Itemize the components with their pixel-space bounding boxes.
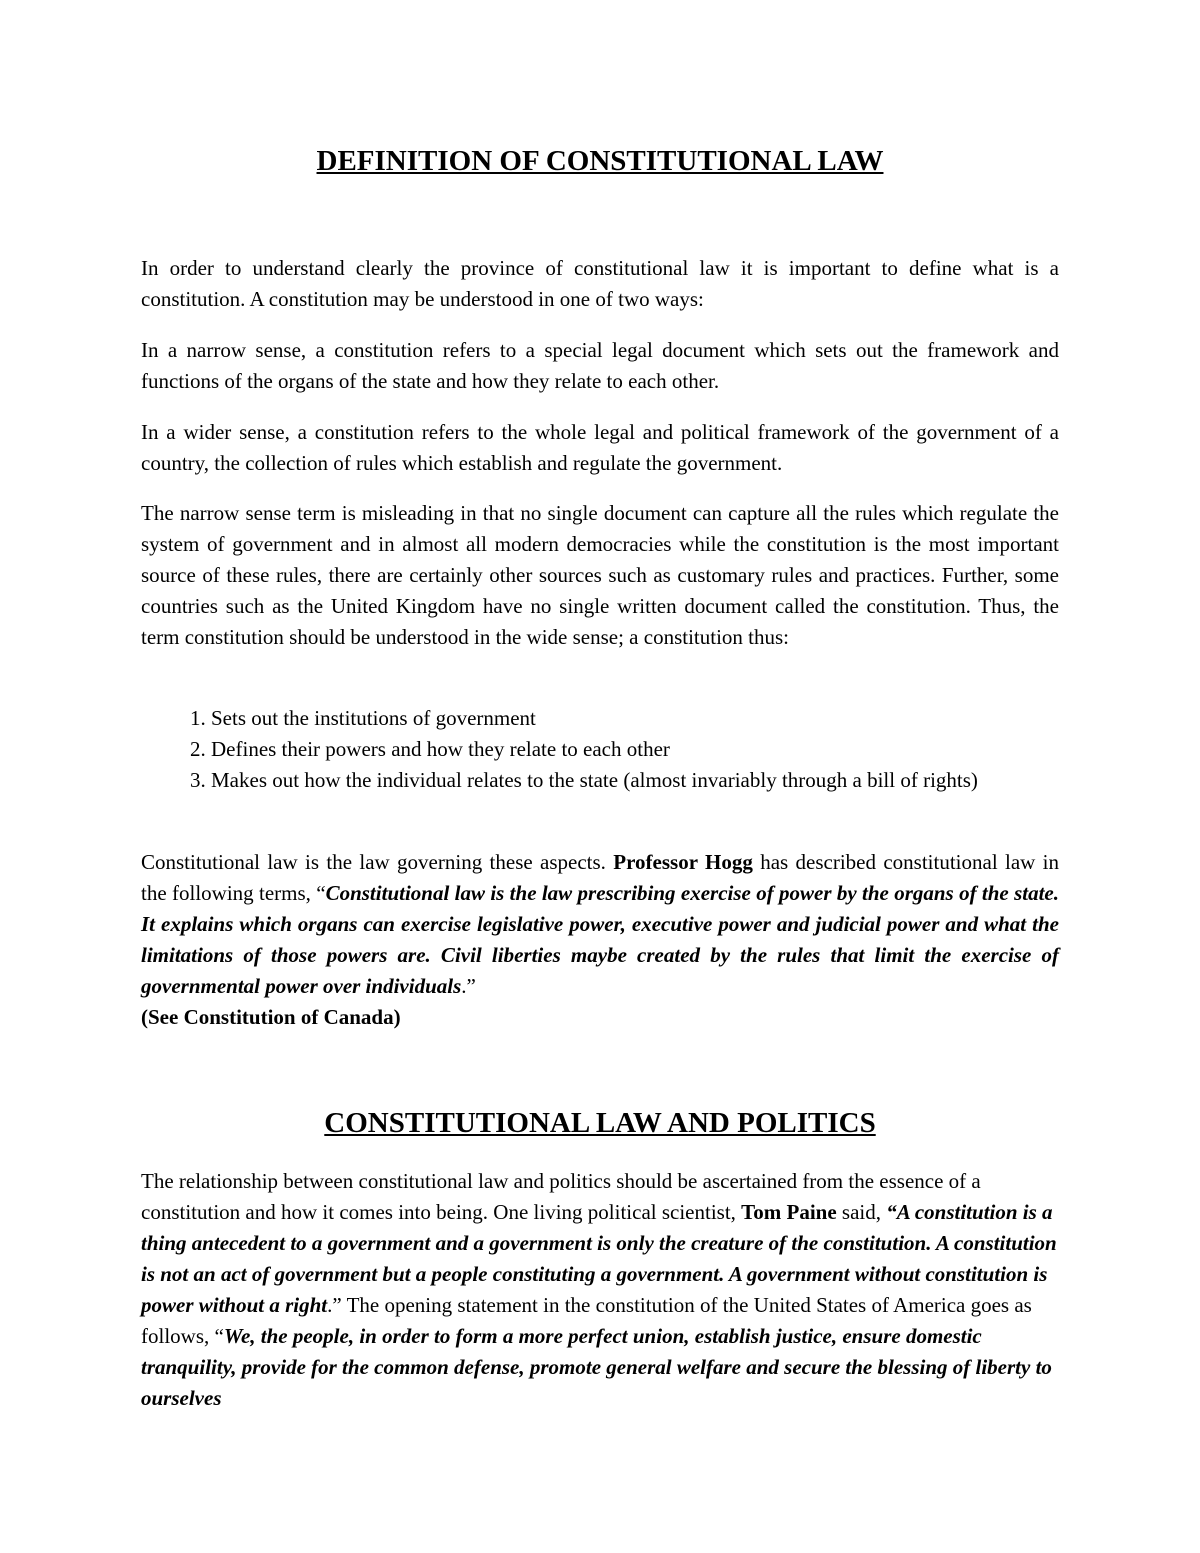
list-item: 1. Sets out the institutions of government xyxy=(211,703,1059,734)
paragraph-misleading: The narrow sense term is misleading in that no single document can capture all the rules which regulate the system of government and in almost all modern democracies while the constitution is the most important source of these rules, there are certainly other sources such as customary rules and practices. Further, some countries such as the United Kingdom have no single written document called the constitution. Thus, the term constitution should be understood in the wide sense; a constitution thus: xyxy=(141,501,1059,649)
paragraph-wider-sense: In a wider sense, a constitution refers to the whole legal and political framework of the government of a country, the collection of rules which establish and regulate the government. xyxy=(141,420,1059,475)
see-constitution-canada: (See Constitution of Canada) xyxy=(141,1005,401,1029)
list-item: 3. Makes out how the individual relates to the state (almost invariably through a bill of rights) xyxy=(211,765,1059,796)
hogg-quote: Constitutional law is the law prescribing exercise of power by the organs of the state. It explains which organs can exercise legislative power, executive power and judicial power and what the limitations of those powers are. Civil liberties maybe created by the rules that limit the exercise of governmental power over individuals xyxy=(141,881,1059,998)
section-heading-politics: CONSTITUTIONAL LAW AND POLITICS xyxy=(324,1107,876,1139)
politics-text-b: said, xyxy=(836,1200,887,1224)
constitution-functions-list xyxy=(141,703,1059,796)
paragraph-hogg xyxy=(141,847,1059,1033)
politics-text-a: The relationship between constitutional law and politics should be ascertained from the essence of a constitution and how it comes into being. One living political scientist, xyxy=(141,1169,981,1224)
paragraph-intro: In order to understand clearly the province of constitutional law it is important to define what is a constitution. A constitution may be understood in one of two ways: xyxy=(141,256,1059,311)
list-item: 2. Defines their powers and how they relate to each other xyxy=(211,734,1059,765)
section-heading-definition: DEFINITION OF CONSTITUTIONAL LAW xyxy=(316,145,884,177)
paragraph-politics xyxy=(141,1166,1059,1414)
hogg-text-a: Constitutional law is the law governing these aspects. xyxy=(141,850,614,874)
us-constitution-quote: We, the people, in order to form a more perfect union, establish justice, ensure domestic tranquility, provide for the common defense, promote general welfare and secure the blessing of liberty to ourselves xyxy=(141,1324,1052,1410)
paine-quote: “A constitution is a thing antecedent to a government and a government is only the creature of the constitution. A constitution is not an act of government but a people constituting a government. A government without constitution is power without a right xyxy=(141,1200,1057,1317)
hogg-text-c: .” xyxy=(461,974,476,998)
politics-text-c: .” The opening statement in the constitution of the United States of America goes as follows, “ xyxy=(141,1293,1032,1348)
paine-name: Tom Paine xyxy=(741,1200,837,1224)
paragraph-narrow-sense: In a narrow sense, a constitution refers to a special legal document which sets out the framework and functions of the organs of the state and how they relate to each other. xyxy=(141,338,1059,393)
hogg-name: Professor Hogg xyxy=(613,850,753,874)
hogg-text-b: has described constitutional law in the following terms, “ xyxy=(141,850,1060,905)
